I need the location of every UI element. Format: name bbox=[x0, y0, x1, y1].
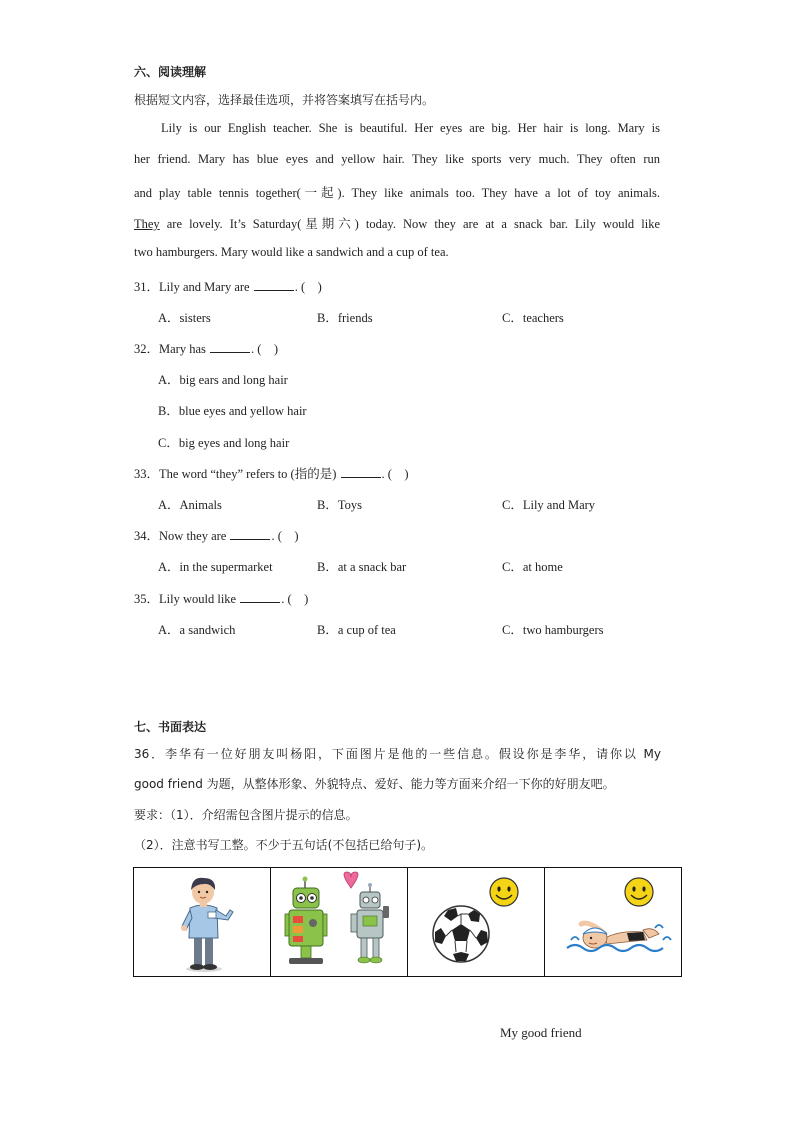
answer-bracket[interactable]: . ( ) bbox=[294, 280, 322, 294]
smiley-icon bbox=[625, 878, 653, 906]
question-number: 35． bbox=[134, 592, 160, 606]
option-b[interactable]: B．blue eyes and yellow hair bbox=[158, 404, 307, 418]
option-b[interactable]: B．at a snack bar bbox=[317, 560, 407, 574]
question-stem: Now they are bbox=[159, 529, 227, 543]
picture-cell-swimming bbox=[545, 868, 682, 977]
question-31 bbox=[134, 277, 322, 295]
question-number: 32． bbox=[134, 342, 160, 356]
option-b[interactable]: B．friends bbox=[317, 311, 373, 325]
requirement-2: （2）．注意书写工整。不少于五句话(不包括已给句子)。 bbox=[134, 838, 434, 852]
answer-blank[interactable] bbox=[254, 279, 294, 291]
writing-prompt-line: good friend 为题，从整体形象、外貌特点、爱好、能力等方面来介绍一下你的好朋友吧。 bbox=[134, 777, 615, 791]
essay-title: My good friend bbox=[500, 1025, 582, 1040]
option-a[interactable]: A．big ears and long hair bbox=[158, 373, 288, 387]
passage-line-rest: are lovely. It’s Saturday(星期六) today. Now they are at a snack bar. Lily would like bbox=[159, 217, 660, 231]
question-32 bbox=[134, 339, 278, 357]
writing-prompt-line: 36．李华有一位好朋友叫杨阳，下面图片是他的一些信息。假设你是李华，请你以 My bbox=[134, 747, 661, 761]
question-34 bbox=[134, 526, 299, 544]
answer-blank[interactable] bbox=[210, 341, 250, 353]
picture-cell-boy bbox=[134, 868, 271, 977]
question-stem: Lily and Mary are bbox=[159, 280, 250, 294]
option-a[interactable]: A．a sandwich bbox=[158, 623, 236, 637]
answer-bracket[interactable]: . ( ) bbox=[271, 529, 299, 543]
question-35 bbox=[134, 589, 308, 607]
option-a[interactable]: A．sisters bbox=[158, 311, 211, 325]
boy-icon bbox=[134, 868, 270, 976]
answer-bracket[interactable]: . ( ) bbox=[381, 467, 409, 481]
question-number: 33． bbox=[134, 467, 160, 481]
question-stem: Mary has bbox=[159, 342, 206, 356]
question-number: 31． bbox=[134, 280, 160, 294]
picture-prompt-table bbox=[133, 867, 682, 977]
section-7-title: 七、书面表达 bbox=[134, 720, 207, 734]
robots-icon bbox=[271, 868, 407, 976]
question-number: 34． bbox=[134, 529, 160, 543]
picture-cell-football bbox=[408, 868, 545, 977]
question-stem: Lily would like bbox=[159, 592, 237, 606]
answer-blank[interactable] bbox=[230, 528, 270, 540]
answer-blank[interactable] bbox=[240, 591, 280, 603]
option-b[interactable]: B．a cup of tea bbox=[317, 623, 396, 637]
answer-bracket[interactable]: . ( ) bbox=[281, 592, 309, 606]
option-a[interactable]: A．in the supermarket bbox=[158, 560, 273, 574]
section-6-title: 六、阅读理解 bbox=[134, 65, 207, 79]
passage-line: and play table tennis together(一起). They like animals too. They have a lot of toy animals. bbox=[134, 186, 660, 200]
passage-line bbox=[134, 214, 660, 232]
section-6-instruction: 根据短文内容，选择最佳选项，并将答案填写在括号内。 bbox=[134, 93, 435, 107]
passage-line: Lily is our English teacher. She is beautiful. Her eyes are big. Her hair is long. Mary is bbox=[161, 121, 660, 135]
option-c[interactable]: C．at home bbox=[502, 560, 563, 574]
underlined-word-they: They bbox=[134, 217, 160, 231]
swimmer-icon bbox=[545, 868, 681, 976]
option-c[interactable]: C．Lily and Mary bbox=[502, 498, 596, 512]
option-c[interactable]: C．big eyes and long hair bbox=[158, 436, 290, 450]
option-c[interactable]: C．two hamburgers bbox=[502, 623, 604, 637]
soccer-ball-icon bbox=[408, 868, 544, 976]
smiley-icon bbox=[490, 878, 518, 906]
passage-line: two hamburgers. Mary would like a sandwich and a cup of tea. bbox=[134, 245, 449, 259]
answer-bracket[interactable]: . ( ) bbox=[251, 342, 279, 356]
option-c[interactable]: C．teachers bbox=[502, 311, 564, 325]
question-33 bbox=[134, 464, 409, 482]
passage-line: her friend. Mary has blue eyes and yellow hair. They like sports very much. They often run bbox=[134, 152, 660, 166]
question-stem: The word “they” refers to (指的是) bbox=[159, 467, 337, 481]
picture-cell-robots bbox=[271, 868, 408, 977]
requirement-1: 要求：（1）．介绍需包含图片提示的信息。 bbox=[134, 808, 358, 822]
answer-blank[interactable] bbox=[341, 466, 381, 478]
option-a[interactable]: A．Animals bbox=[158, 498, 222, 512]
option-b[interactable]: B．Toys bbox=[317, 498, 362, 512]
